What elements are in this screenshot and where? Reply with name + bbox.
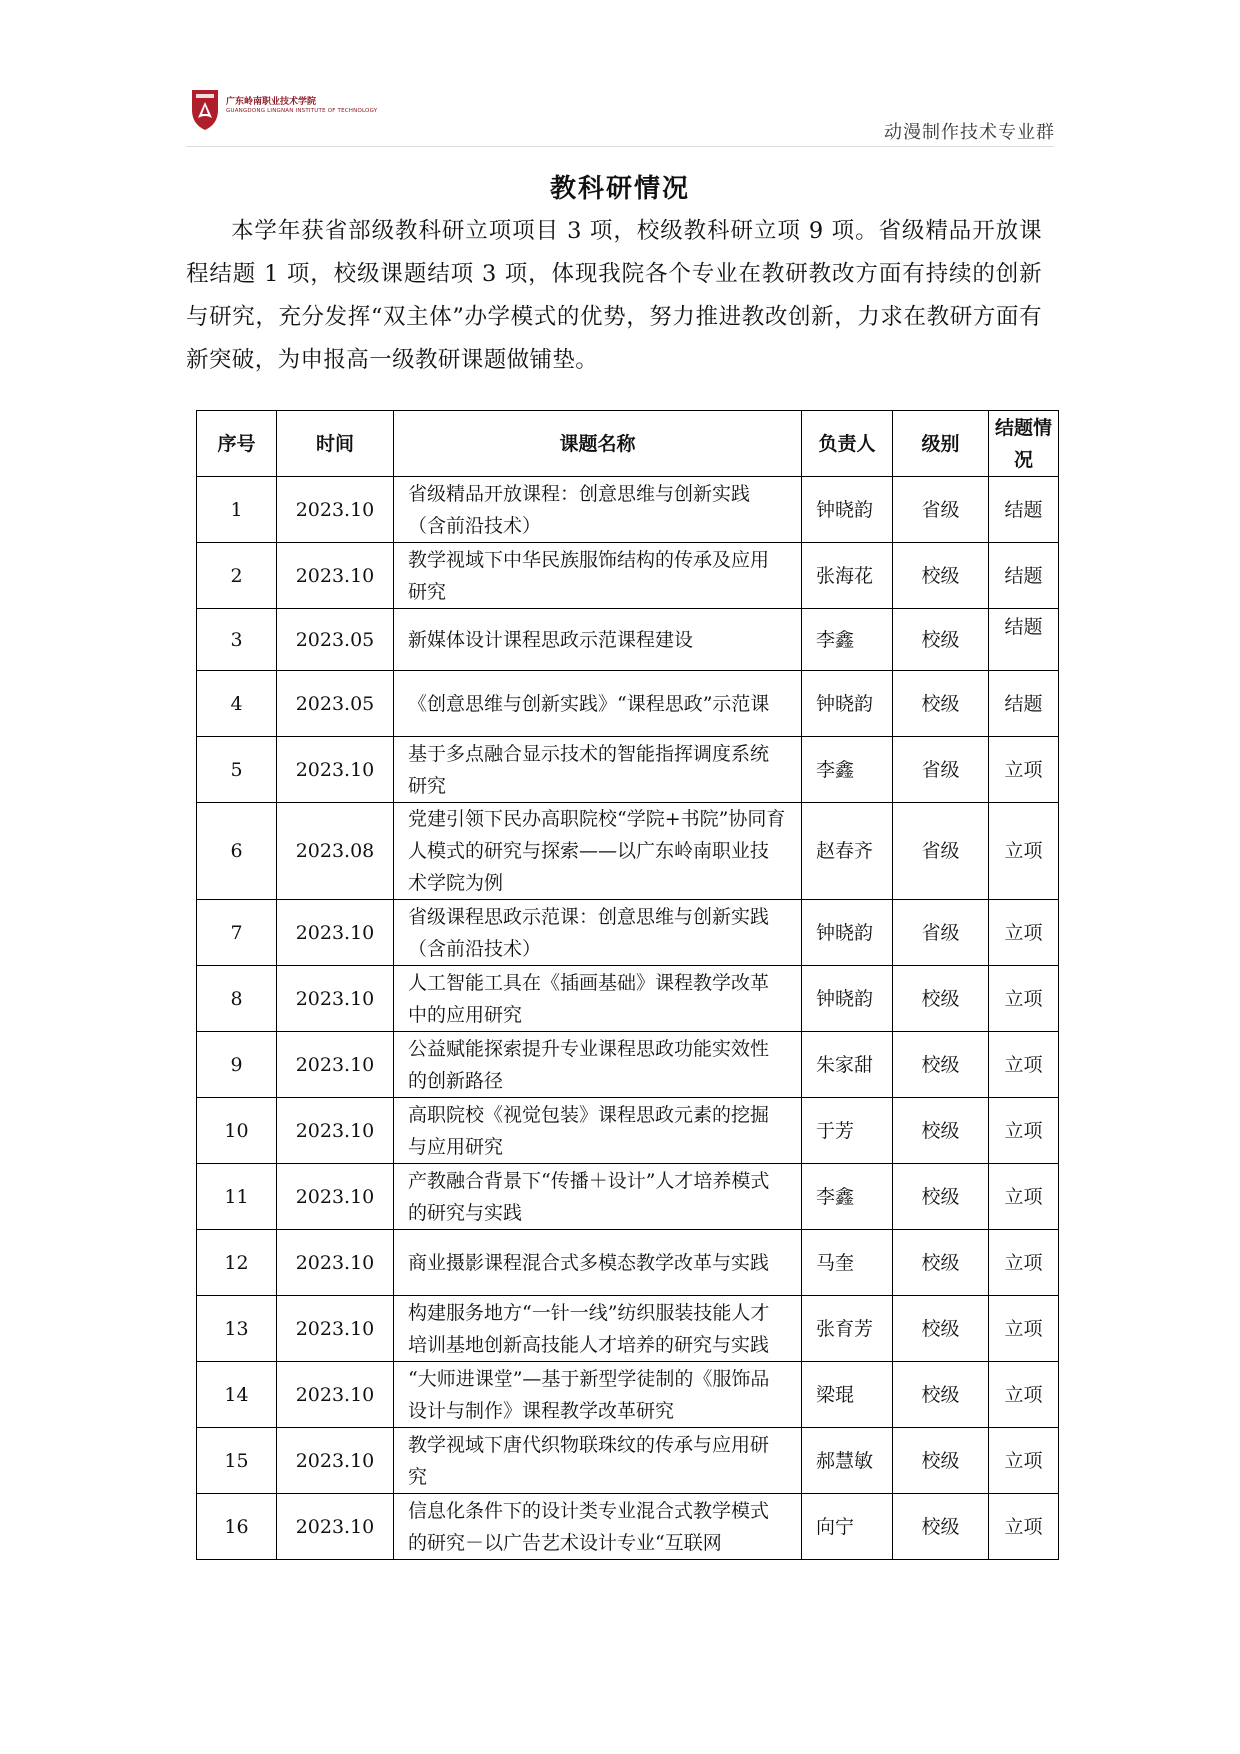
- department-name: 动漫制作技术专业群: [884, 122, 1055, 143]
- row-date: 2023.10: [277, 1098, 394, 1164]
- header-level: 级别: [893, 411, 989, 477]
- row-topic: 构建服务地方“一针一线”纺织服装技能人才培训基地创新高技能人才培养的研究与实践: [394, 1296, 802, 1362]
- row-person: 钟晓韵: [802, 966, 893, 1032]
- row-status: 立项: [989, 803, 1059, 900]
- row-level: 校级: [893, 1362, 989, 1428]
- row-status: 立项: [989, 1296, 1059, 1362]
- row-person: 赵春齐: [802, 803, 893, 900]
- row-level: 校级: [893, 1230, 989, 1296]
- row-date: 2023.10: [277, 477, 394, 543]
- row-level: 校级: [893, 1494, 989, 1560]
- table-row: [197, 1032, 1059, 1098]
- row-topic: 《创意思维与创新实践》“课程思政”示范课: [394, 671, 802, 737]
- row-status: 立项: [989, 1428, 1059, 1494]
- row-level: 校级: [893, 1098, 989, 1164]
- row-topic: 基于多点融合显示技术的智能指挥调度系统研究: [394, 737, 802, 803]
- row-status: 结题: [989, 671, 1059, 737]
- row-status: 立项: [989, 1230, 1059, 1296]
- table-row: [197, 609, 1059, 671]
- row-person: 钟晓韵: [802, 477, 893, 543]
- row-date: 2023.10: [277, 1230, 394, 1296]
- row-topic: 公益赋能探索提升专业课程思政功能实效性的创新路径: [394, 1032, 802, 1098]
- intro-paragraph: 本学年获省部级教科研立项项目 3 项，校级教科研立项 9 项。省级精品开放课程结题 1 项，校级课题结项 3 项，体现我院各个专业在教研教改方面有持续的创新与研究，充分发挥“双主体”办学模式的优势，努力推进教改创新，力求在教研方面有新突破，为申报高一级教研课题做铺垫。: [186, 218, 1042, 373]
- row-date: 2023.10: [277, 1032, 394, 1098]
- header-no: 序号: [197, 411, 277, 477]
- table-row: [197, 1296, 1059, 1362]
- row-no: 12: [197, 1230, 277, 1296]
- table-row: [197, 543, 1059, 609]
- row-status: 立项: [989, 1098, 1059, 1164]
- row-date: 2023.10: [277, 900, 394, 966]
- row-no: 10: [197, 1098, 277, 1164]
- table-row: [197, 1098, 1059, 1164]
- row-status: 结题: [989, 543, 1059, 609]
- row-date: 2023.10: [277, 1428, 394, 1494]
- table-row: [197, 1362, 1059, 1428]
- row-topic: 信息化条件下的设计类专业混合式教学模式的研究－以广告艺术设计专业“互联网: [394, 1494, 802, 1560]
- row-topic: “大师进课堂”—基于新型学徒制的《服饰品设计与制作》课程教学改革研究: [394, 1362, 802, 1428]
- row-date: 2023.10: [277, 1494, 394, 1560]
- row-no: 8: [197, 966, 277, 1032]
- row-person: 钟晓韵: [802, 900, 893, 966]
- row-level: 校级: [893, 543, 989, 609]
- row-person: 朱家甜: [802, 1032, 893, 1098]
- row-topic: 商业摄影课程混合式多模态教学改革与实践: [394, 1230, 802, 1296]
- row-person: 郝慧敏: [802, 1428, 893, 1494]
- row-status: 立项: [989, 1032, 1059, 1098]
- row-topic: 教学视域下唐代织物联珠纹的传承与应用研究: [394, 1428, 802, 1494]
- table-row: [197, 1164, 1059, 1230]
- header-divider: [186, 146, 1054, 147]
- row-status: 立项: [989, 1362, 1059, 1428]
- row-level: 校级: [893, 1296, 989, 1362]
- table-row: [197, 966, 1059, 1032]
- row-no: 7: [197, 900, 277, 966]
- row-status: 立项: [989, 737, 1059, 803]
- row-no: 9: [197, 1032, 277, 1098]
- row-no: 4: [197, 671, 277, 737]
- row-level: 校级: [893, 1032, 989, 1098]
- row-level: 校级: [893, 1164, 989, 1230]
- row-topic: 教学视域下中华民族服饰结构的传承及应用研究: [394, 543, 802, 609]
- row-topic: 省级精品开放课程：创意思维与创新实践（含前沿技术）: [394, 477, 802, 543]
- row-status: 结题: [989, 609, 1059, 671]
- table-row: [197, 737, 1059, 803]
- header-person: 负责人: [802, 411, 893, 477]
- shield-icon: [190, 88, 220, 132]
- row-date: 2023.05: [277, 609, 394, 671]
- row-status: 立项: [989, 900, 1059, 966]
- row-status: 立项: [989, 1494, 1059, 1560]
- row-no: 6: [197, 803, 277, 900]
- table-row: [197, 477, 1059, 543]
- row-person: 马奎: [802, 1230, 893, 1296]
- row-person: 李鑫: [802, 1164, 893, 1230]
- row-no: 13: [197, 1296, 277, 1362]
- row-status: 立项: [989, 966, 1059, 1032]
- table-row: [197, 803, 1059, 900]
- row-no: 3: [197, 609, 277, 671]
- row-topic: 产教融合背景下“传播＋设计”人才培养模式的研究与实践: [394, 1164, 802, 1230]
- college-logo: [190, 88, 378, 136]
- logo-chinese-name: 广东岭南职业技术学院: [226, 97, 317, 107]
- row-date: 2023.08: [277, 803, 394, 900]
- row-no: 1: [197, 477, 277, 543]
- header-status: 结题情况: [989, 411, 1059, 477]
- table-row: [197, 1428, 1059, 1494]
- row-person: 李鑫: [802, 609, 893, 671]
- row-no: 11: [197, 1164, 277, 1230]
- row-no: 14: [197, 1362, 277, 1428]
- row-no: 2: [197, 543, 277, 609]
- row-no: 16: [197, 1494, 277, 1560]
- row-topic: 高职院校《视觉包装》课程思政元素的挖掘 与应用研究: [394, 1098, 802, 1164]
- row-person: 梁琨: [802, 1362, 893, 1428]
- row-topic: 新媒体设计课程思政示范课程建设: [394, 609, 802, 671]
- row-person: 钟晓韵: [802, 671, 893, 737]
- row-person: 李鑫: [802, 737, 893, 803]
- row-no: 15: [197, 1428, 277, 1494]
- row-no: 5: [197, 737, 277, 803]
- logo-english-name: GUANGDONG LINGNAN INSTITUTE OF TECHNOLOGY: [226, 108, 378, 114]
- row-topic: 省级课程思政示范课：创意思维与创新实践（含前沿技术）: [394, 900, 802, 966]
- row-date: 2023.10: [277, 1164, 394, 1230]
- row-person: 于芳: [802, 1098, 893, 1164]
- research-table: [196, 410, 1059, 1560]
- table-row: [197, 1230, 1059, 1296]
- row-date: 2023.05: [277, 671, 394, 737]
- row-level: 校级: [893, 966, 989, 1032]
- row-date: 2023.10: [277, 966, 394, 1032]
- table-row: [197, 671, 1059, 737]
- row-level: 校级: [893, 609, 989, 671]
- row-date: 2023.10: [277, 1296, 394, 1362]
- header-topic: 课题名称: [394, 411, 802, 477]
- row-person: 向宁: [802, 1494, 893, 1560]
- row-status: 结题: [989, 477, 1059, 543]
- row-level: 省级: [893, 477, 989, 543]
- row-date: 2023.10: [277, 1362, 394, 1428]
- page-title: 教科研情况: [549, 174, 690, 204]
- row-person: 张海花: [802, 543, 893, 609]
- table-header-row: [197, 411, 1059, 477]
- row-level: 省级: [893, 737, 989, 803]
- row-level: 省级: [893, 900, 989, 966]
- row-person: 张育芳: [802, 1296, 893, 1362]
- row-topic: 人工智能工具在《插画基础》课程教学改革 中的应用研究: [394, 966, 802, 1032]
- row-status: 立项: [989, 1164, 1059, 1230]
- table-row: [197, 900, 1059, 966]
- row-topic: 党建引领下民办高职院校“学院+书院”协同育人模式的研究与探索——以广东岭南职业技术学院为例: [394, 803, 802, 900]
- row-level: 校级: [893, 1428, 989, 1494]
- table-row: [197, 1494, 1059, 1560]
- header-date: 时间: [277, 411, 394, 477]
- row-date: 2023.10: [277, 543, 394, 609]
- row-level: 省级: [893, 803, 989, 900]
- row-date: 2023.10: [277, 737, 394, 803]
- row-level: 校级: [893, 671, 989, 737]
